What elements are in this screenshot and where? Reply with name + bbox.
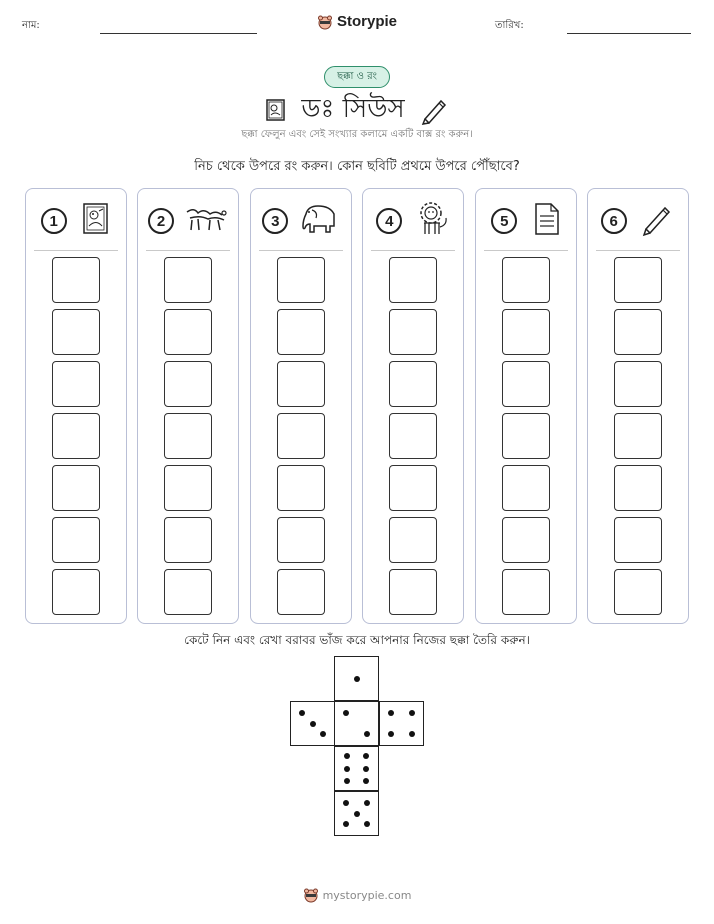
dice-pip [343,800,349,806]
column-header [251,201,351,241]
name-line[interactable] [100,33,257,34]
column-divider [484,250,568,251]
dice-pip [409,731,415,737]
footer-url[interactable]: mystorypie.com [322,888,412,902]
dice-pip [409,710,415,716]
dice-pip [320,731,326,737]
color-box[interactable] [164,361,212,407]
color-box[interactable] [502,257,550,303]
page-title: ডঃ সিউস [301,94,405,124]
dice-pip [299,710,305,716]
subtitle: ছক্কা ফেলুন এবং সেই সংখ্যার কলামে একটি বাক্স রং করুন। [241,129,473,140]
dice-face-6 [334,746,379,791]
dice-pip [388,731,394,737]
color-box[interactable] [277,309,325,355]
dice-pip [310,721,316,727]
color-box[interactable] [277,257,325,303]
color-box[interactable] [277,413,325,459]
date-label: তারিখ: [495,20,524,31]
color-box[interactable] [52,517,100,563]
color-box[interactable] [52,257,100,303]
dice-pip [363,753,369,759]
dice-face-2 [334,701,379,746]
column-divider [259,250,343,251]
document-icon [533,202,561,240]
dice-pip [344,766,350,772]
brand-logo [0,13,714,30]
pencil-icon [419,95,449,125]
color-box[interactable] [502,569,550,615]
color-box[interactable] [164,309,212,355]
book-icon [265,98,287,122]
dice-pip [363,766,369,772]
dice-pip [354,811,360,817]
color-box[interactable] [389,569,437,615]
dice-face-3 [290,701,335,746]
column-header [588,201,688,241]
dice-pip [343,821,349,827]
color-box[interactable] [502,309,550,355]
brand-name: Storypie [336,13,397,30]
dice-face-5 [334,791,379,836]
dice-pip [364,821,370,827]
dice-pip [388,710,394,716]
color-box[interactable] [614,465,662,511]
category-badge: ছক্কা ও রং [324,66,390,88]
dice-face-4 [379,701,424,746]
column-number: 5 [491,208,517,234]
color-box[interactable] [389,465,437,511]
column-number: 1 [41,208,67,234]
title-row [0,88,714,132]
column-header [476,201,576,241]
column-divider [146,250,230,251]
column-number: 3 [262,208,288,234]
creature-icon [184,204,228,238]
color-box[interactable] [277,361,325,407]
column-6 [587,188,689,624]
instruction: নিচ থেকে উপরে রং করুন। কোন ছবিটি প্রথমে উপরে পৌঁছাবে? [194,159,520,174]
dice-pip [364,800,370,806]
color-box[interactable] [502,413,550,459]
column-number: 4 [376,208,402,234]
color-box[interactable] [164,257,212,303]
color-box[interactable] [52,569,100,615]
color-box[interactable] [502,465,550,511]
footer [0,887,714,903]
color-box[interactable] [614,309,662,355]
dice-pip [363,778,369,784]
color-box[interactable] [614,257,662,303]
column-4 [362,188,464,624]
color-box[interactable] [389,257,437,303]
dice-pip [344,778,350,784]
color-box[interactable] [277,517,325,563]
color-box[interactable] [389,309,437,355]
column-divider [34,250,118,251]
color-box[interactable] [614,413,662,459]
dice-pip [343,710,349,716]
column-5 [475,188,577,624]
color-box[interactable] [52,413,100,459]
color-box[interactable] [164,517,212,563]
color-box[interactable] [614,569,662,615]
date-line[interactable] [567,33,691,34]
color-box[interactable] [164,569,212,615]
lion-icon [416,201,450,241]
color-box[interactable] [52,361,100,407]
color-box[interactable] [502,517,550,563]
pencil-icon [639,201,675,241]
book-icon [81,202,111,240]
column-2 [137,188,239,624]
cut-instruction: কেটে নিন এবং রেখা বরাবর ভাঁজ করে আপনার নিজের ছক্কা তৈরি করুন। [184,633,530,647]
color-box[interactable] [389,517,437,563]
column-header [138,201,238,241]
color-box[interactable] [277,465,325,511]
color-box[interactable] [389,361,437,407]
color-box[interactable] [502,361,550,407]
storypie-mascot-icon [317,14,333,30]
column-3 [250,188,352,624]
dice-pip [364,731,370,737]
dice-pip [354,676,360,682]
color-box[interactable] [52,309,100,355]
color-box[interactable] [277,569,325,615]
dice-face-1 [334,656,379,701]
elephant-icon [300,202,340,240]
name-label: নাম: [22,20,40,31]
column-header [363,201,463,241]
color-box[interactable] [614,361,662,407]
column-divider [596,250,680,251]
column-divider [371,250,455,251]
color-box[interactable] [164,413,212,459]
color-box[interactable] [52,465,100,511]
dice-pip [344,753,350,759]
color-box[interactable] [164,465,212,511]
column-1 [25,188,127,624]
color-box[interactable] [614,517,662,563]
color-box[interactable] [389,413,437,459]
storypie-mascot-icon [303,887,319,903]
column-number: 6 [601,208,627,234]
column-header [26,201,126,241]
column-number: 2 [148,208,174,234]
